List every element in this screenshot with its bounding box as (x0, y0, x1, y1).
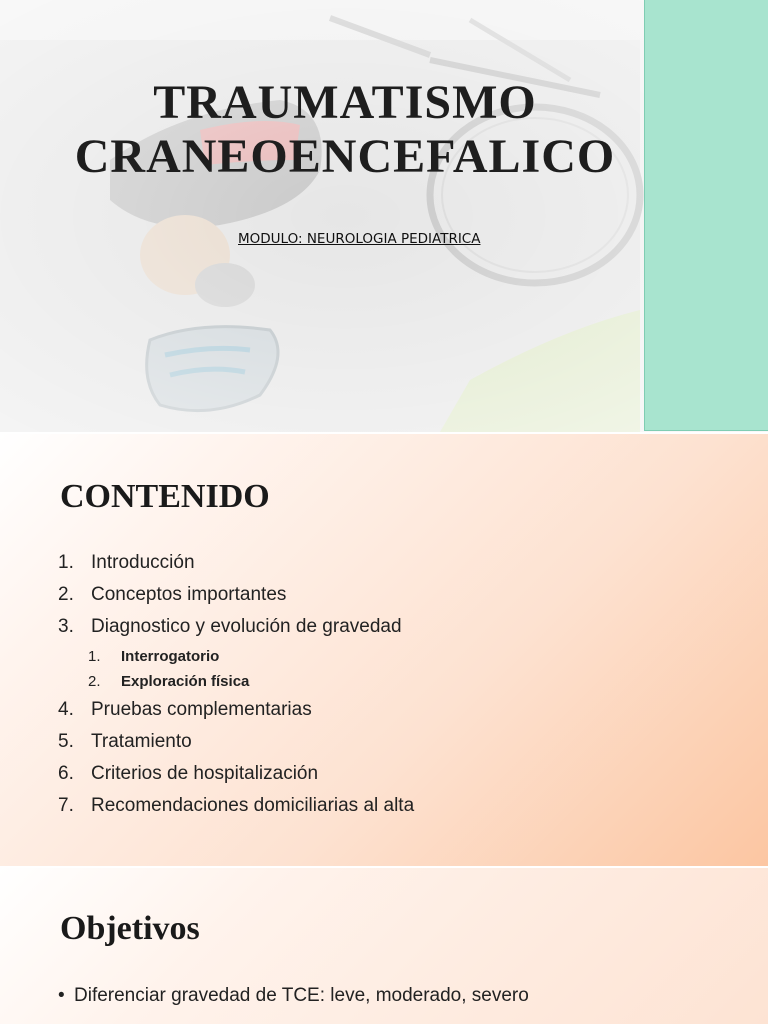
list-number: 2. (88, 672, 101, 690)
title-line-1: TRAUMATISMO (153, 76, 537, 129)
accent-bar (644, 0, 768, 431)
presentation-title (0, 76, 690, 184)
objectives-heading: Objetivos (60, 910, 200, 947)
list-label: Criterios de hospitalización (91, 762, 319, 784)
list-label: Tratamiento (91, 730, 192, 752)
objectives-list (58, 980, 529, 1012)
list-item (58, 790, 414, 822)
list-number: 7. (58, 795, 74, 817)
list-label: Diagnostico y evolución de gravedad (91, 616, 402, 638)
contents-list (58, 547, 414, 822)
list-item (58, 980, 529, 1012)
list-label: Introducción (91, 552, 195, 573)
list-label: Interrogatorio (121, 647, 220, 665)
list-item (58, 726, 414, 758)
bullet-icon: • (58, 985, 65, 1006)
sub-list-item (58, 669, 414, 694)
title-line-2: CRANEOENCEFALICO (74, 130, 616, 183)
module-subtitle: MODULO: NEUROLOGIA PEDIATRICA (238, 231, 481, 247)
list-item (58, 547, 414, 579)
list-item (58, 611, 414, 643)
list-label: Conceptos importantes (91, 584, 287, 606)
title-slide (0, 0, 768, 432)
contents-heading: CONTENIDO (60, 478, 270, 515)
list-number: 6. (58, 762, 74, 784)
list-label: Pruebas complementarias (91, 698, 312, 720)
list-number: 1. (88, 647, 101, 665)
list-number: 2. (58, 584, 74, 606)
list-item (58, 694, 414, 726)
bullet-text: Diferenciar gravedad de TCE: leve, moderado, severo (74, 985, 529, 1006)
contents-slide (0, 434, 768, 866)
list-label: Exploración física (121, 672, 250, 690)
list-item (58, 758, 414, 790)
objectives-slide (0, 868, 768, 1024)
list-item (58, 579, 414, 611)
list-number: 1. (58, 552, 74, 573)
list-number: 4. (58, 698, 74, 720)
sub-list-item (58, 644, 414, 669)
list-number: 3. (58, 616, 74, 638)
list-label: Recomendaciones domiciliarias al alta (91, 795, 415, 817)
list-number: 5. (58, 730, 74, 752)
